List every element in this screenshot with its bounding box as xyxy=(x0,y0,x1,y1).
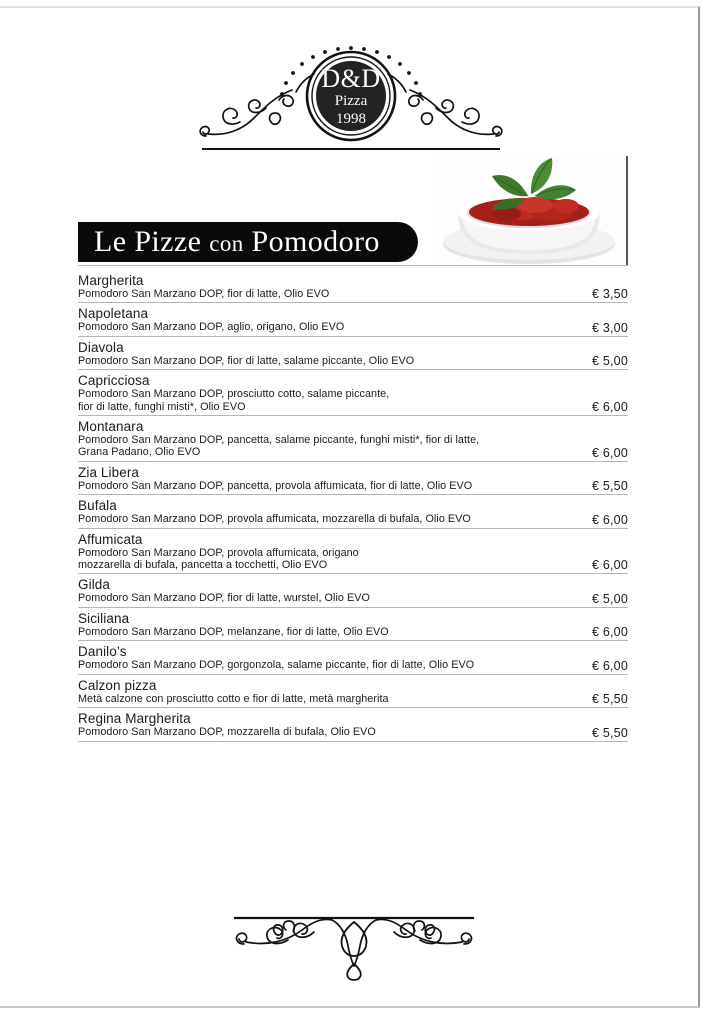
menu-item-description: fior di latte, funghi misti*, Olio EVO xyxy=(78,400,246,413)
menu-item-name: Affumicata xyxy=(78,531,143,547)
crest-year: 1998 xyxy=(336,111,366,127)
section-banner xyxy=(78,222,418,262)
tomato-sauce-photo xyxy=(432,156,628,266)
menu-item xyxy=(78,416,628,462)
menu-item-description: Pomodoro San Marzano DOP, mozzarella di bufala, Olio EVO xyxy=(78,726,376,739)
menu-item-name: Regina Margherita xyxy=(78,711,191,727)
menu-item xyxy=(78,270,628,303)
section-title-tail: Pomodoro xyxy=(251,225,380,258)
section-title-small: con xyxy=(209,231,244,256)
menu-item-description: Metà calzone con prosciutto cotto e fior di latte, metà margherita xyxy=(78,692,389,705)
menu-item-description: Pomodoro San Marzano DOP, fior di latte, salame piccante, Olio EVO xyxy=(78,354,415,367)
menu-item-name: Danilo’s xyxy=(78,644,127,660)
menu-item xyxy=(78,608,628,641)
menu-item-list xyxy=(78,270,628,742)
menu-item-description: Pomodoro San Marzano DOP, gorgonzola, salame piccante, fior di latte, Olio EVO xyxy=(78,659,475,672)
crest-subtitle: Pizza xyxy=(334,93,368,109)
menu-item-description: Pomodoro San Marzano DOP, prosciutto cotto, salame piccante, xyxy=(78,388,390,401)
menu-item-price: € 3,50 xyxy=(592,287,628,302)
menu-item-description: Pomodoro San Marzano DOP, pancetta, salame piccante, funghi misti*, fior di latte, xyxy=(78,434,480,447)
menu-item xyxy=(78,462,628,495)
menu-item-price: € 5,50 xyxy=(592,479,628,494)
menu-item-name: Napoletana xyxy=(78,306,149,322)
menu-item-name: Diavola xyxy=(78,339,124,355)
menu-item-text xyxy=(78,465,548,492)
menu-item-name: Siciliana xyxy=(78,610,130,626)
menu-item-name: Capricciosa xyxy=(78,373,150,389)
crest-ornament-icon xyxy=(196,44,506,156)
menu-item-description: Pomodoro San Marzano DOP, provola affumicata, origano xyxy=(78,546,359,559)
menu-item-name: Zia Libera xyxy=(78,464,140,480)
flourish-ornament-icon xyxy=(228,906,480,984)
menu-item-price: € 5,50 xyxy=(592,725,628,740)
menu-item xyxy=(78,337,628,370)
menu-item-description: Grana Padano, Olio EVO xyxy=(78,446,201,459)
footer-flourish xyxy=(228,906,480,984)
menu-item-price: € 5,00 xyxy=(592,354,628,369)
menu-item-price: € 6,00 xyxy=(592,558,628,573)
menu-item-text xyxy=(78,611,548,638)
menu-item-text xyxy=(78,419,548,459)
banner-underline xyxy=(78,265,628,266)
menu-item-text xyxy=(78,678,548,705)
menu-item-text xyxy=(78,273,548,300)
menu-footer xyxy=(0,898,700,998)
menu-item xyxy=(78,574,628,607)
restaurant-crest xyxy=(196,44,506,156)
crest-brand-name: D&D xyxy=(321,64,381,93)
menu-item-description: Pomodoro San Marzano DOP, melanzane, fior di latte, Olio EVO xyxy=(78,625,389,638)
section-title xyxy=(78,227,380,257)
menu-item-description: Pomodoro San Marzano DOP, provola affumicata, mozzarella di bufala, Olio EVO xyxy=(78,513,471,526)
menu-item-price: € 6,00 xyxy=(592,400,628,415)
section-title-lead: Le Pizze xyxy=(94,225,202,258)
menu-item-description: Pomodoro San Marzano DOP, fior di latte, wurstel, Olio EVO xyxy=(78,592,370,605)
menu-item-description: mozzarella di bufala, pancetta a tocchetti, Olio EVO xyxy=(78,559,328,572)
menu-header xyxy=(0,8,700,156)
menu-item-price: € 3,00 xyxy=(592,320,628,335)
menu-item-text xyxy=(78,532,548,572)
menu-item-price: € 6,00 xyxy=(592,445,628,460)
menu-item-text xyxy=(78,644,548,671)
menu-item-price: € 5,50 xyxy=(592,692,628,707)
menu-item-text xyxy=(78,306,548,333)
menu-item-description: Pomodoro San Marzano DOP, aglio, origano, Olio EVO xyxy=(78,321,345,334)
menu-item xyxy=(78,495,628,528)
menu-item xyxy=(78,675,628,708)
menu-item-price: € 6,00 xyxy=(592,658,628,673)
menu-item xyxy=(78,370,628,416)
menu-item-name: Calzon pizza xyxy=(78,677,157,693)
crest-baseline-rule xyxy=(202,148,500,150)
menu-item-name: Bufala xyxy=(78,498,117,514)
menu-item-price: € 6,00 xyxy=(592,625,628,640)
menu-page xyxy=(0,6,700,1008)
menu-item-text xyxy=(78,498,548,525)
menu-item-description: Pomodoro San Marzano DOP, fior di latte, Olio EVO xyxy=(78,288,330,300)
menu-item-name: Margherita xyxy=(78,273,144,288)
sauce-bowl-illustration xyxy=(432,156,626,266)
menu-item-text xyxy=(78,711,548,738)
menu-item xyxy=(78,529,628,575)
menu-item-name: Montanara xyxy=(78,419,144,435)
menu-item-price: € 6,00 xyxy=(592,512,628,527)
menu-item-description: Pomodoro San Marzano DOP, pancetta, provola affumicata, fior di latte, Olio EVO xyxy=(78,479,473,492)
menu-item xyxy=(78,641,628,674)
menu-item-name: Gilda xyxy=(78,577,111,593)
menu-item-price: € 5,00 xyxy=(592,591,628,606)
menu-item-text xyxy=(78,373,548,413)
menu-item-text xyxy=(78,340,548,367)
menu-item-text xyxy=(78,577,548,604)
menu-item xyxy=(78,708,628,741)
menu-item xyxy=(78,303,628,336)
